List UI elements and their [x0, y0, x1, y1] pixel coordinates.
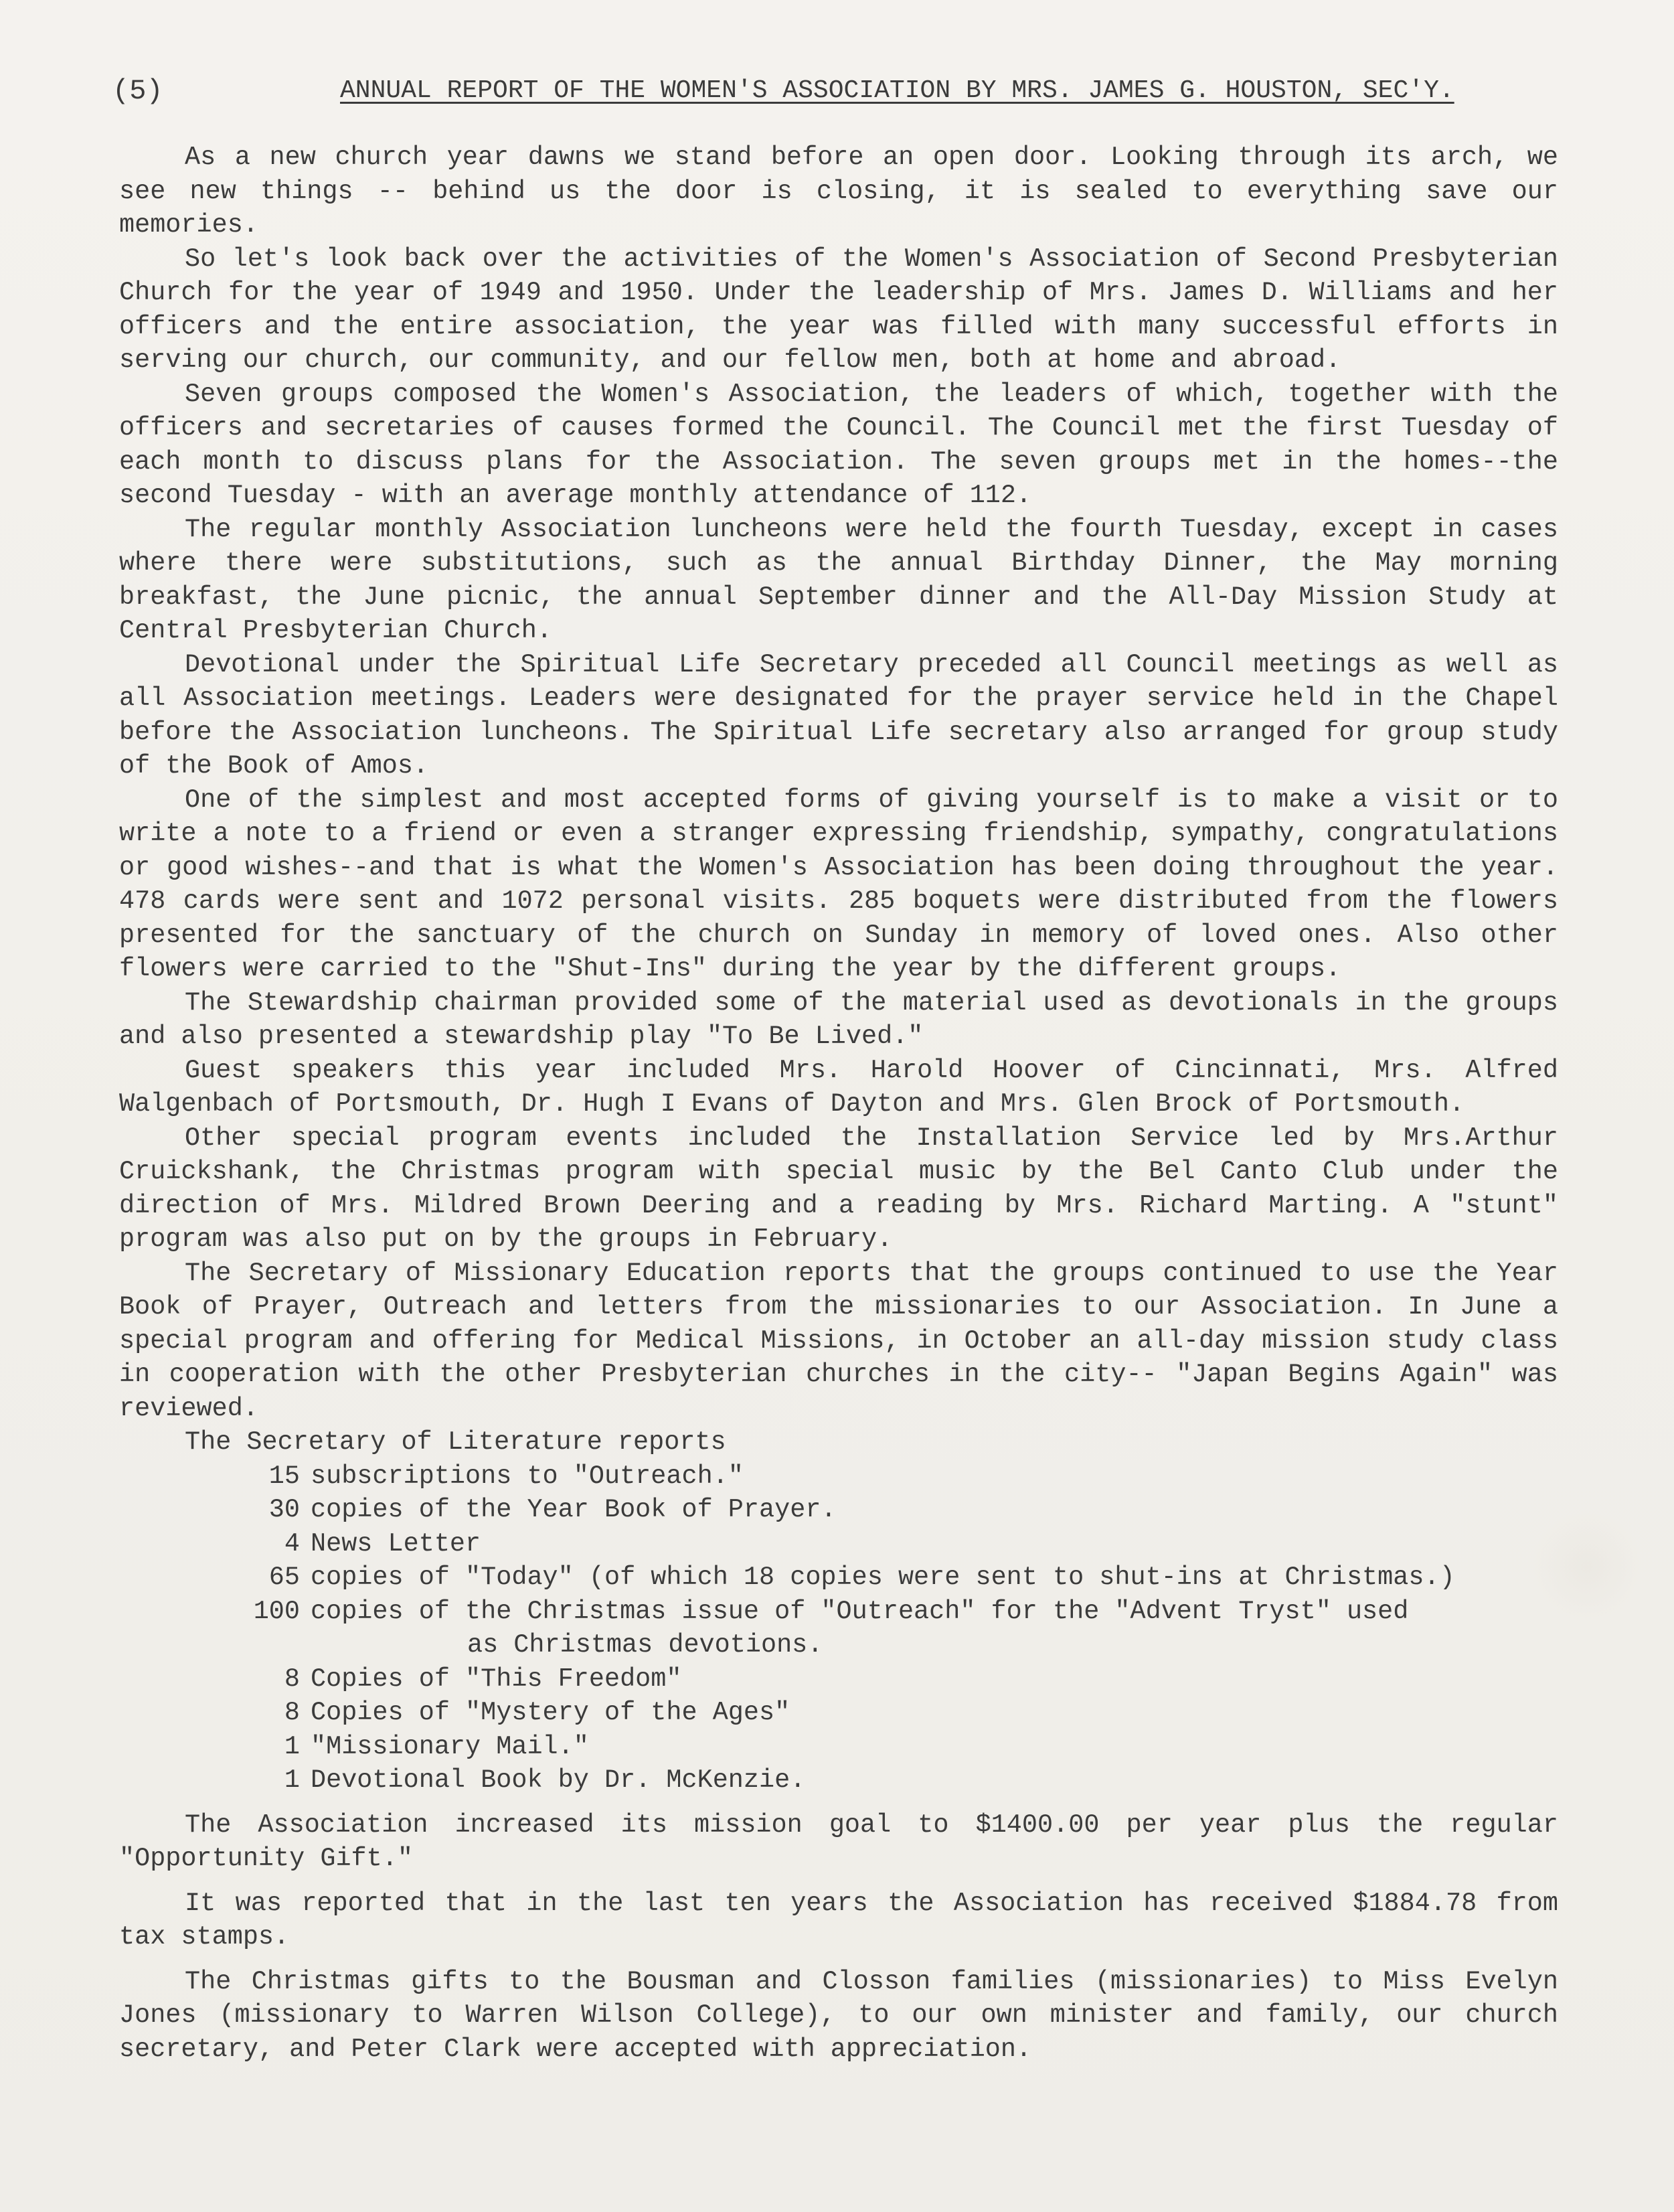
paragraph-missionary-education: The Secretary of Missionary Education reports that the groups continued to use the Year Book of Prayer, Outreach and letters from the missionaries to our Association. In June a special program and offering for Medical Missions, in October an all-day mission study class in cooperation with the other Presbyterian churches in the city-- "Japan Begins Again" was reviewed. [119, 1258, 1558, 1423]
paragraph-seven-groups: Seven groups composed the Women's Association, the leaders of which, together with the officers and secretaries of causes formed the Council. The Council met the first Tuesday of each month to discuss plans for the Association. The seven groups met in the homes--the second Tuesday - with an average monthly attendance of 112. [119, 379, 1558, 510]
paragraph-open-door: As a new church year dawns we stand before an open door. Looking through its arch, we see new things -- behind us the door is closing, it is sealed to everything save our memories. [119, 143, 1558, 240]
literature-description: "Missionary Mail." [311, 1731, 589, 1761]
literature-quantity: 1 [284, 1731, 300, 1761]
list-item [119, 1561, 1558, 1595]
paragraph-look-back: So let's look back over the activities of the Women's Association of Second Presbyterian Church for the year of 1949 and 1950. Under the leadership of Mrs. James D. Williams and her officers and the entire association, the year was filled with many successful efforts in serving our church, our community, and our fellow men, both at home and abroad. [119, 244, 1558, 375]
literature-quantity: 1 [284, 1765, 300, 1795]
literature-quantity: 100 [253, 1596, 300, 1626]
list-item [119, 1459, 1558, 1494]
list-item [119, 1730, 1558, 1764]
literature-description: copies of the Year Book of Prayer. [311, 1495, 837, 1524]
literature-description: subscriptions to "Outreach." [311, 1461, 744, 1491]
paragraph-visits: One of the simplest and most accepted forms of giving yourself is to make a visit or to write a note to a friend or even a stranger expressing friendship, sympathy, congratulations or good wishes--and that is what the Women's Association has been doing throughout the year. 478 cards were sent and 1072 personal visits. 285 boquets were distributed from the flowers presented for the sanctuary of the church on Sunday in memory of loved ones. Also other flowers were carried to the "Shut-Ins" during the year by the different groups. [119, 785, 1558, 983]
list-item [119, 1595, 1558, 1629]
literature-list [119, 1459, 1558, 1798]
paragraph-mission-goal: The Association increased its mission goal to $1400.00 per year plus the regular "Opportunity Gift." [119, 1810, 1558, 1873]
paragraph-devotional: Devotional under the Spiritual Life Secretary preceded all Council meetings as well as all Association meetings. Leaders were designated for the prayer service held in the Chapel before the Association luncheons. The Spiritual Life secretary also arranged for group study of the Book of Amos. [119, 649, 1558, 781]
literature-description: Copies of "Mystery of the Ages" [311, 1698, 790, 1727]
literature-quantity: 65 [268, 1563, 300, 1592]
report-body [119, 141, 1558, 2066]
literature-quantity: 8 [284, 1698, 300, 1727]
list-item [119, 1662, 1558, 1696]
paragraph-luncheons: The regular monthly Association luncheons were held the fourth Tuesday, except in cases where there were substitutions, such as the annual Birthday Dinner, the May morning breakfast, the June picnic, the annual September dinner and the All-Day Mission Study at Central Presbyterian Church. [119, 514, 1558, 645]
paragraph-guest-speakers: Guest speakers this year included Mrs. Harold Hoover of Cincinnati, Mrs. Alfred Walgenbach of Portsmouth, Dr. Hugh I Evans of Dayton and Mrs. Glen Brock of Portsmouth. [119, 1055, 1558, 1119]
literature-intro: The Secretary of Literature reports [185, 1427, 726, 1457]
literature-description: Devotional Book by Dr. McKenzie. [311, 1765, 806, 1795]
list-item [119, 1527, 1558, 1561]
report-title: ANNUAL REPORT OF THE WOMEN'S ASSOCIATION BY MRS. JAMES G. HOUSTON, SEC'Y. [340, 76, 1454, 105]
list-item [119, 1493, 1558, 1527]
list-item [119, 1696, 1558, 1730]
paragraph-tax-stamps: It was reported that in the last ten years the Association has received $1884.78 from tax stamps. [119, 1888, 1558, 1952]
literature-description: Copies of "This Freedom" [311, 1664, 682, 1694]
literature-continuation: as Christmas devotions. [467, 1630, 823, 1660]
page-number: (5) [112, 75, 163, 107]
paragraph-stewardship: The Stewardship chairman provided some of the material used as devotionals in the groups and also presented a stewardship play "To Be Lived." [119, 988, 1558, 1051]
literature-description: copies of the Christmas issue of "Outreach" for the "Advent Tryst" used [311, 1596, 1409, 1626]
literature-quantity: 15 [268, 1461, 300, 1491]
page-header [112, 74, 1572, 121]
literature-quantity: 8 [284, 1664, 300, 1694]
literature-description: copies of "Today" (of which 18 copies were sent to shut-ins at Christmas.) [311, 1563, 1455, 1592]
literature-description: News Letter [311, 1528, 481, 1559]
list-item [119, 1763, 1558, 1798]
paragraph-program-events: Other special program events included the Installation Service led by Mrs.Arthur Cruickshank, the Christmas program with special music by the Bel Canto Club under the direction of Mrs. Mildred Brown Deering and a reading by Mrs. Richard Marting. A "stunt" program was also put on by the groups in February. [119, 1123, 1558, 1254]
paragraph-christmas-gifts: The Christmas gifts to the Bousman and Closson families (missionaries) to Miss Evelyn Jones (missionary to Warren Wilson College), to our own minister and family, our church secretary, and Peter Clark were accepted with appreciation. [119, 1966, 1558, 2064]
literature-quantity: 30 [268, 1495, 300, 1524]
literature-quantity: 4 [284, 1528, 300, 1559]
